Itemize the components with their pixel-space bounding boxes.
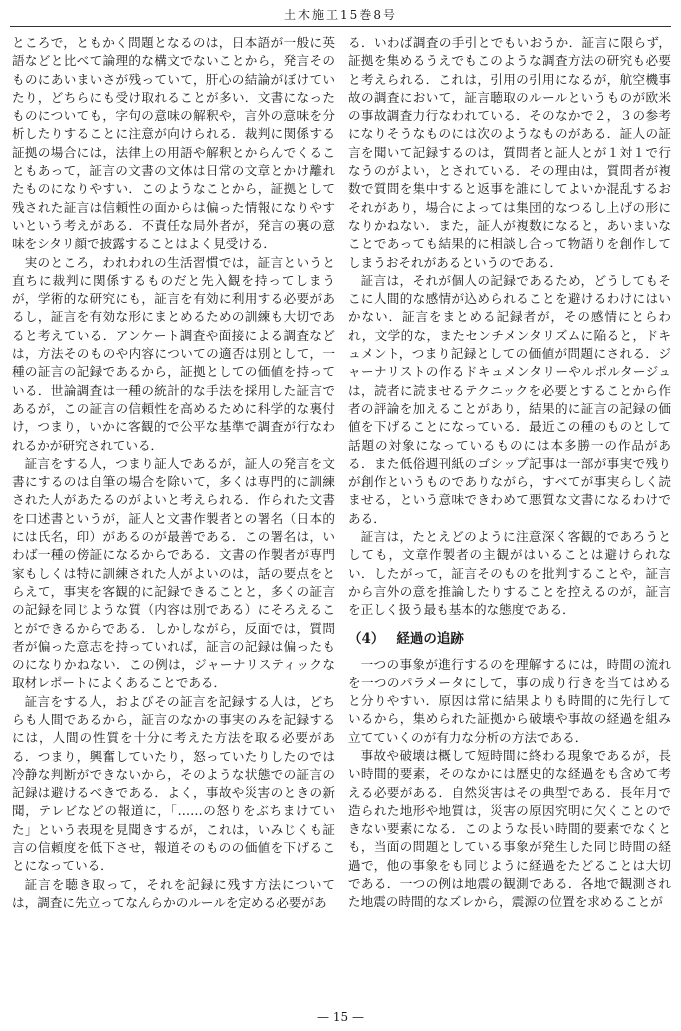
body-paragraph: 証言をする人，およびその証言を記録する人は，どちらも人間であるから，証言のなかの事実のみを記録するには，人間の性質を十分に考えた方法を取る必要がある．つまり，興奮していたり，怒っていたりしたのでは冷静な判断ができないから，そのような状態での証言の記録は避けるべきである．よく，事故や災害のときの新聞，テレビなどの報道に，「……の怒りをぶちまけていた」という表現を見聞きするが，これは，いみじくも証言の信頼度を低下させ，報道そのものの価値を下げることになっている．	[12, 693, 335, 874]
section-heading	[348, 630, 671, 648]
body-paragraph: 証言をする人，つまり証人であるが，証人の発言を文書にするのは自筆の場合を除いて，多くは専門的に訓練された人があたるのがよいと考えられる．作られた文書を口述書というが，証人と文書作製者との署名（日本的には氏名，印）があるのが最善である．この署名は，いわば一種の傍証になるからである．文書の作製者が専門家もしくは特に訓練された人がよいのは，話の要点をとらえて，事実を客観的に記録できることと，多くの証言の記録を同じような質（内容は別である）にそろえることができるからである．しかしながら，反面では，質問者が偏った意志を持っていれば，証言の記録は偏ったものになりかねない．この例は，ジャーナリスティックな取材レポートによくあることである．	[12, 455, 335, 691]
section-number: （4）	[348, 630, 385, 647]
body-paragraph: 証言を聴き取って，それを記録に残す方法については，調査に先立ってなんらかのルールを定める必要があ	[12, 876, 335, 910]
section-title: 経過の追跡	[396, 630, 464, 647]
body-paragraph: 実のところ，われわれの生活習慣では，証言というと直ちに裁判に関係するものだと先入観を持ってしまうが，学術的な研究にも，証言を有効に利用する必要があるし，証言を有効な形にまとめるための訓練も大切であると考えている．アンケート調査や面接による調査などは，方法そのものや内容についての適否は別として，一種の証言の記録であるから，証拠としての価値を持っている．世論調査は一種の統計的な手法を採用した証言であるが，この証言の信頼性を高めるために科学的な裏付け，つまり，いかに客観的で公平な基準で調査が行なわれるかが研究されている．	[12, 254, 335, 453]
left-column	[12, 34, 335, 912]
body-paragraph: る．いわば調査の手引とでもいおうか．証言に限らず，証拠を集めるうえでもこのような調査方法の研究も必要と考えられる．これは，引用の引用になるが，航空機事故の調査において，証言聴取のルールというものが欧米の事故調査力行なわれている．そのなかで２，３の参考になりそうなものには次のようなものがある．証人の証言を聞いて記録するのは，質問者と証人とが１対１で行なうのがよい，とされている．その理由は，質問者が複数で質問を集中すると返事を誰にしてよいか混乱するおそれがあり，場合によっては集団的なつるし上げの形になりかねない．また，証人が複数になると，あいまいなことであっても結果的に相談し合って物語りを創作してしまうおそれがあるというのである．	[348, 35, 671, 270]
body-paragraph: 事故や破壊は概して短時間に終わる現象であるが，長い時間的要素，そのなかには歴史的な経過をも含めて考える必要がある．自然災害はその典型である．長年月で造られた地形や地質は，災害の原因究明に欠くことのできない要素になる．このような長い時間的要素でなくとも，当面の問題としている事象が発生した同じ時間の経過で，他の事象をも同じように経過をたどることは大切である．一つの例は地震の観測である．各地で観測された地震の時間的なズレから，震源の位置を求めることが	[348, 747, 671, 910]
running-header: 土木施工15巻8号	[284, 8, 397, 22]
body-paragraph: 証言は，それが個人の記録であるため，どうしてもそこに人間的な感情が込められることを避けるわけにはいかない．証言をまとめる記録者が，その感情にとらわれ，文学的な，またセンチメンタリズムに陥ると，ドキュメント，つまり記録としての価値が問題にされる．ジャーナリストの作るドキュメンタリーやルポルタージュは，読者に読ませるテクニックを必要とすることから作者の評論を加えることがあり，結果的に証言の記録の価値を下げることになっている．最近この種のものとして話題の対象になっているものには本多勝一の作品がある．また低俗週刊紙のゴシップ記事は一部が事実で残りが創作というものでありながら，すべてが事実らしく読ませる，という意味できわめて悪質な文書になるわけである．	[348, 272, 671, 526]
page-number: — 15 —	[317, 1010, 364, 1024]
header-rule	[10, 26, 671, 27]
right-column	[348, 34, 671, 912]
body-paragraph: 一つの事象が進行するのを理解するには，時間の流れを一つのパラメータにして，事の成り行きを当てはめると分りやすい．原因は常に結果よりも時間的に先行しているから，集められた証拠から破壊や事故の経過を組み立てていくのが有力な分析の方法である．	[348, 656, 671, 745]
body-paragraph: 証言は，たとえどのように注意深く客観的であろうとしても，文章作製者の主観がはいることは避けられない．したがって，証言そのものを批判することや，証言から言外の意を推論したりすることを控えるのが，証言を正しく扱う最も基本的な態度である．	[348, 529, 671, 618]
body-paragraph: ところで，ともかく問題となるのは，日本語が一般に英語などと比べて論理的な構文でないことから，発言そのものにあいまいさが残っていて，肝心の結論がぼけていたり，どちらにも受け取れることが多い．文書になったものについても，字句の意味の解釈や，言外の意味を分析したりすることに注意が向けられる．裁判に関係する証拠の場合には，法律上の用語や解釈とからんでくることもあって，証言の文書の文体は日常の文章とかけ離れたものになりやすい．このようなことから，証拠として残された証言は信頼性の面からは偏った情報になりやすいという考えがある．不責任な局外者が，発言の裏の意味をシタリ顔で披露することはよく見受ける．	[12, 35, 335, 252]
